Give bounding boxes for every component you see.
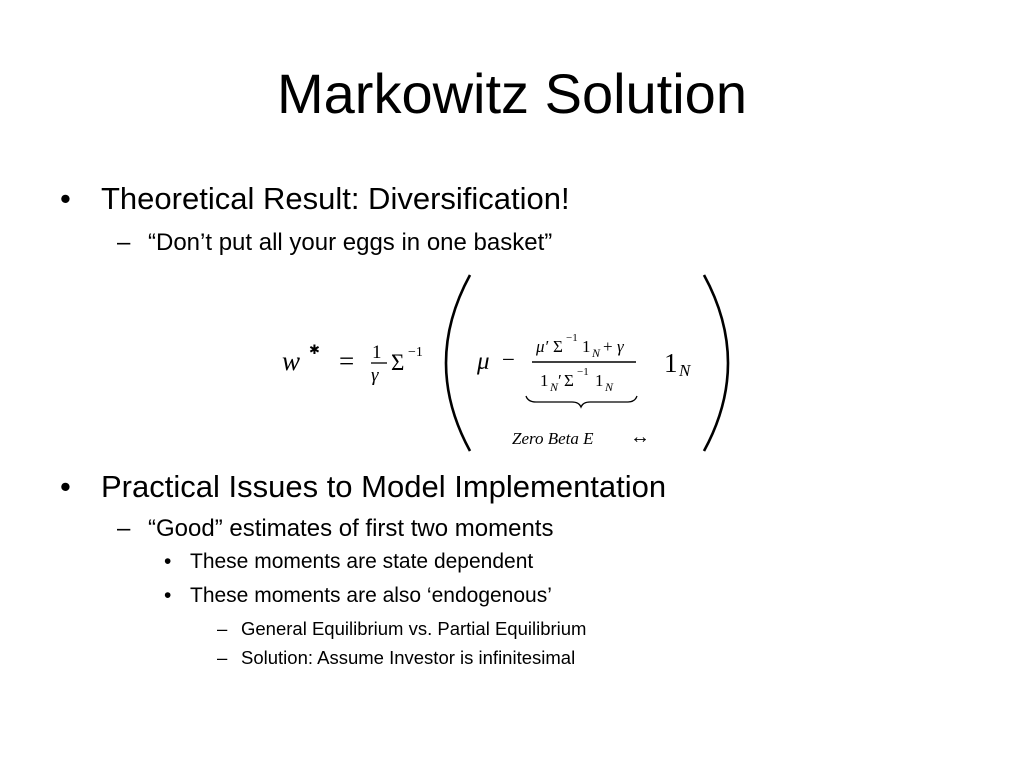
slide-title: Markowitz Solution — [277, 62, 747, 125]
equation-num-plus: + — [603, 337, 613, 356]
equation-den-subscript-2: N — [605, 380, 614, 394]
equation-den-one-2: 1 — [595, 371, 604, 390]
bullet-text: “Good” estimates of first two moments — [148, 515, 554, 542]
dash-marker: – — [117, 515, 131, 542]
equation-minus-sign: − — [502, 347, 515, 372]
level4-bullet-general-equilibrium — [217, 618, 586, 640]
bullet-marker: • — [60, 469, 71, 504]
dash-marker: – — [117, 229, 131, 256]
dash-marker: – — [217, 647, 228, 668]
equation-zero-beta-label: Zero Beta E — [512, 429, 594, 448]
equation-gamma-symbol: γ — [371, 365, 379, 386]
bullet-marker: • — [60, 181, 71, 216]
bullet-text: These moments are also ‘endogenous’ — [190, 584, 552, 607]
bullet-text: Solution: Assume Investor is infinitesimal — [241, 647, 576, 668]
equation-inverse-exponent: −1 — [408, 345, 423, 360]
bullet-marker: • — [164, 550, 172, 573]
equation-equals-sign: = — [339, 346, 355, 376]
equation-num-mu: μ′ — [536, 337, 549, 356]
equation-den-sigma: Σ — [564, 371, 574, 390]
equation-mu-symbol: μ — [477, 348, 490, 375]
markowitz-equation — [270, 268, 750, 458]
equation-right-paren — [704, 275, 728, 451]
equation-den-prime: ′ — [558, 371, 562, 390]
equation-lhs: w — [282, 346, 301, 376]
bullet-text: Practical Issues to Model Implementation — [101, 469, 667, 504]
equation-num-sigma: Σ — [553, 337, 563, 356]
bullet-text: “Don’t put all your eggs in one basket” — [148, 229, 553, 256]
equation-num-one: 1 — [582, 337, 591, 356]
equation-double-arrow-glyph: ↔ — [630, 426, 650, 448]
sub-sub-bullet-endogenous — [164, 584, 552, 608]
equation-num-subscript: N — [592, 346, 601, 360]
equation-graphic — [270, 268, 750, 458]
level4-bullet-infinitesimal-investor — [217, 647, 575, 669]
sub-bullet-eggs-quote — [117, 229, 552, 257]
equation-den-inverse: −1 — [577, 366, 589, 378]
equation-frac-numerator: 1 — [372, 342, 382, 363]
equation-den-subscript: N — [550, 380, 559, 394]
equation-star-glyph: ✱ — [309, 342, 320, 357]
dash-marker: – — [217, 618, 228, 639]
equation-num-gamma: γ — [617, 337, 624, 356]
bullet-text: These moments are state dependent — [190, 550, 534, 573]
sub-bullet-good-estimates — [117, 515, 553, 543]
bullet-marker: • — [164, 584, 172, 607]
bullet-text: General Equilibrium vs. Partial Equilibrium — [241, 618, 587, 639]
bullet-text: Theoretical Result: Diversification! — [101, 181, 570, 216]
equation-one-n: 1 — [664, 348, 678, 378]
equation-sigma-symbol: Σ — [391, 350, 405, 375]
equation-one-n-subscript: N — [679, 361, 691, 380]
bullet-practical-issues — [60, 469, 666, 505]
equation-num-inverse: −1 — [566, 332, 578, 344]
bullet-theoretical-result — [60, 181, 570, 217]
equation-den-one: 1 — [540, 371, 549, 390]
sub-sub-bullet-state-dependent — [164, 550, 533, 574]
equation-left-paren — [446, 275, 470, 451]
equation-underbrace — [526, 396, 637, 407]
